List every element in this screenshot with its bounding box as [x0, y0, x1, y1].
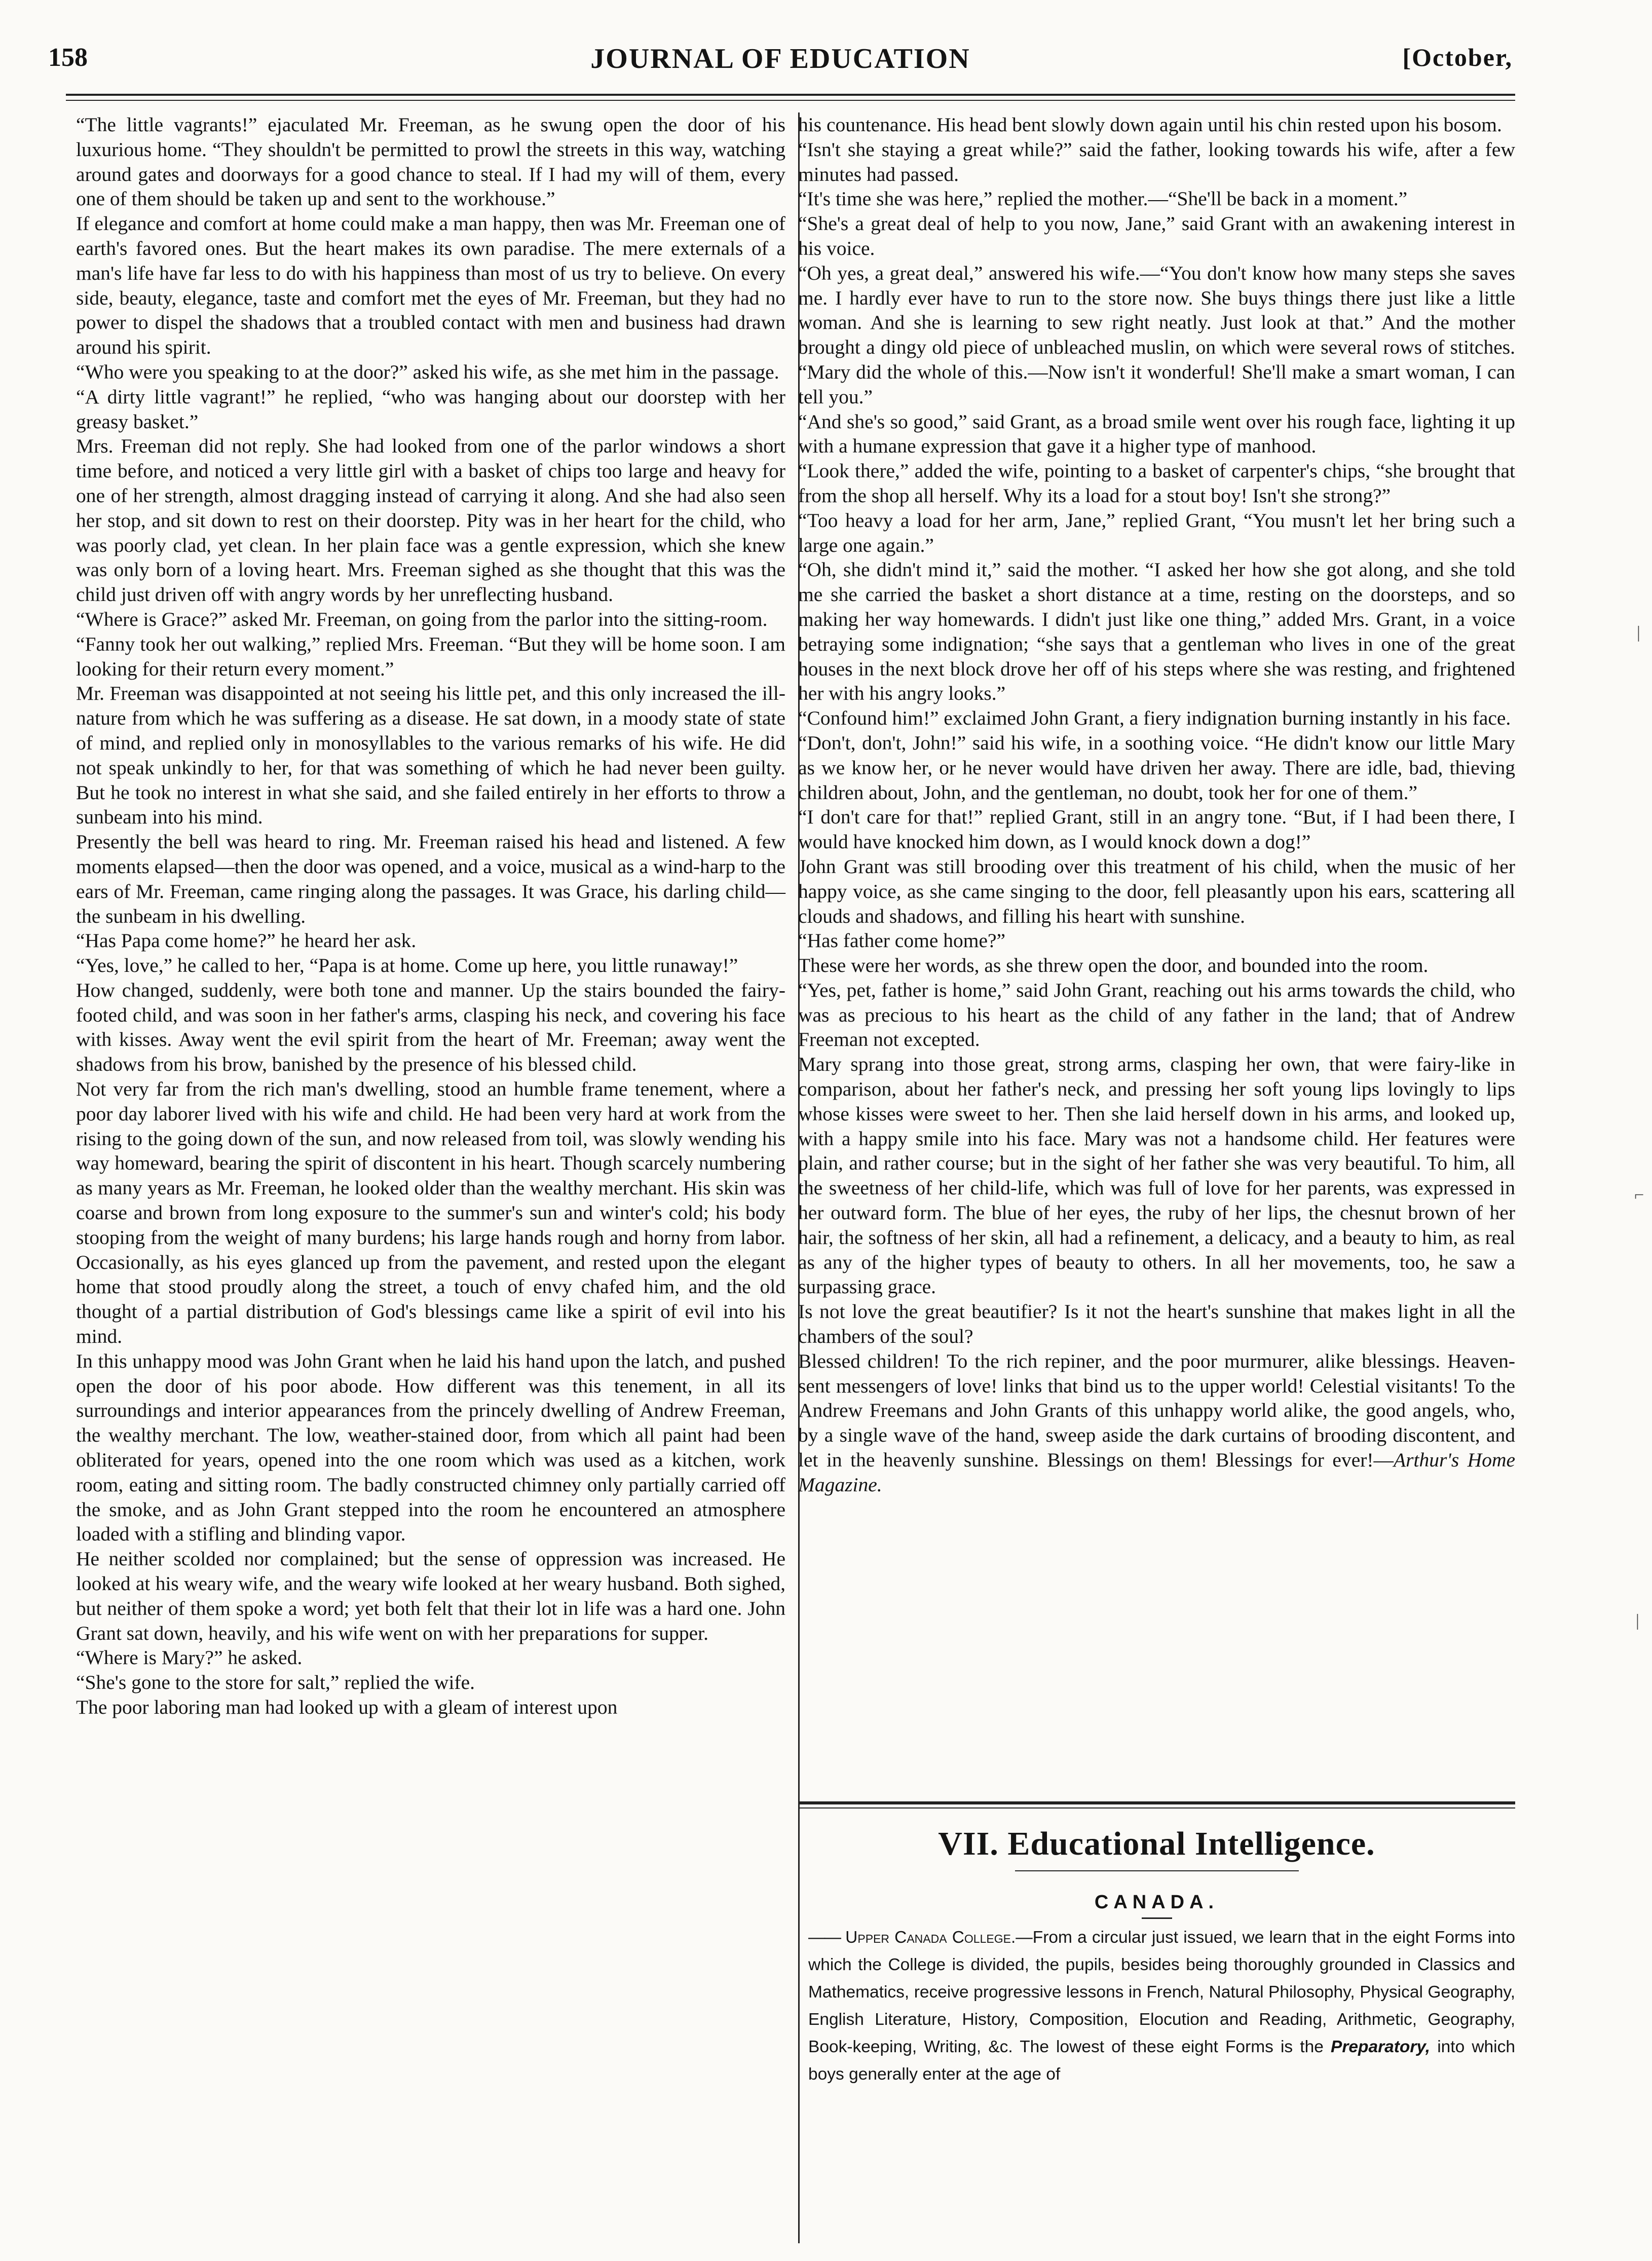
paragraph: “Don't, don't, John!” said his wife, in a soothing voice. “He didn't know our little Mary as we know her, or he never would have driven her away. There are idle, bad, thieving children about, John, and the gentleman, no doubt, took her for one of them.” — [798, 731, 1515, 804]
subsection-rule — [1142, 1917, 1172, 1919]
paragraph: “Fanny took her out walking,” replied Mrs. Freeman. “But they will be home soon. I am looking for their return every moment.” — [76, 632, 785, 680]
story-continuation — [798, 112, 1515, 1497]
paragraph: “Look there,” added the wife, pointing to a basket of carpenter's chips, “she brought that from the shop all herself. Why its a load for a stout boy! Isn't she strong?” — [798, 460, 1515, 507]
paragraph: “I don't care for that!” replied Grant, still in an angry tone. “But, if I had been there, I would have knocked him down, as I would knock down a dog!” — [798, 806, 1515, 853]
paragraph: The poor laboring man had looked up with a gleam of interest upon — [76, 1696, 618, 1718]
paragraph: his countenance. His head bent slowly down again until his chin rested upon his bosom. — [798, 114, 1502, 136]
paragraph: Mary sprang into those great, strong arms, clasping her own, that were fairy-like in comparison, about her father's neck, and pressing her soft young lips lovingly to lips whose kisses were sweet to her. Then she laid herself down in his arms, and looked up, with a happy smile into his face. Mary was not a handsome child. Her features were plain, and rather course; but in the sight of her father she was very beautiful. To him, all the sweetness of her child-life, which was full of love for her parents, was expressed in her outward form. The blue of her eyes, the ruby of her lips, the chesnut brown of her hair, the softness of her skin, all had a refinement, a delicacy, and a beauty to him, as real as any of the higher types of beauty to others. In all her movements, too, he saw a surpassing grace. — [798, 1053, 1515, 1298]
section-heading: VII. Educational Intelligence. — [938, 1825, 1375, 1862]
paragraph: “Yes, love,” he called to her, “Papa is at home. Come up here, you little runaway!” — [76, 954, 738, 977]
paragraph: “Too heavy a load for her arm, Jane,” replied Grant, “You musn't let her bring such a large one again.” — [798, 509, 1515, 556]
paragraph: These were her words, as she threw open the door, and bounded into the room. — [798, 954, 1429, 977]
paragraph: How changed, suddenly, were both tone and manner. Up the stairs bounded the fairy-footed child, and was soon in her father's arms, clasping his neck, and covering his face with kisses. Away went the evil spirit from the heart of Mr. Freeman; away went the shadows from his brow, banished by the presence of his blessed child. — [76, 978, 785, 1076]
right-column — [798, 112, 1515, 1497]
section-rule — [798, 1807, 1515, 1808]
paragraph: “She's a great deal of help to you now, Jane,” said Grant with an awakening interest in his voice. — [798, 212, 1515, 259]
item-title: Upper Canada College. — [845, 1928, 1016, 1947]
paragraph: “Oh, she didn't mind it,” said the mother. “I asked her how she got along, and she told me she carried the basket a short distance at a time, resting on the doorsteps, and so making her way homewards. I didn't just like one thing,” added Mrs. Grant, in a voice betraying some indignation; “she says that a gentleman who lives in one of the great houses in the next block drove her off of his steps where she was resting, and frightened her with his angry looks.” — [798, 558, 1515, 705]
page-number: 158 — [48, 43, 88, 72]
paragraph: “The little vagrants!” ejaculated Mr. Freeman, as he swung open the door of his luxurious home. “They shouldn't be permitted to prowl the streets in this way, watching around gates and doorways for a good chance to steal. If I had my will of them, every one of them should be taken up and sent to the workhouse.” — [76, 114, 785, 210]
paragraph: “Has Papa come home?” he heard her ask. — [76, 929, 417, 952]
header-rule — [66, 94, 1515, 96]
paragraph: In this unhappy mood was John Grant when he laid his hand upon the latch, and pushed open the door of his poor abode. How different was this tenement, in all its surroundings and interior appearances from the princely dwelling of Andrew Freeman, the wealthy merchant. The low, weather-stained door, from which all paint had been obliterated for years, opened into the one room which was used as a kitchen, work room, eating and sitting room. The badly constructed chimney only partially carried off the smoke, and as John Grant stepped into the room he encountered an atmosphere loaded with a stifling and blinding vapor. — [76, 1349, 785, 1546]
page-header — [48, 43, 1513, 88]
header-rule — [66, 100, 1515, 101]
paragraph: Presently the bell was heard to ring. Mr. Freeman raised his head and listened. A few moments elapsed—then the door was opened, and a voice, musical as a wind-harp to the ears of Mr. Freeman, came ringing along the passages. It was Grace, his darling child—the sunbeam in his dwelling. — [76, 831, 785, 927]
paragraph: Mr. Freeman was disappointed at not seeing his little pet, and this only increased the ill-nature from which he was suffering as a disease. He sat down, in a moody state of state of mind, and replied only in monosyllables to the various remarks of his wife. He did not speak unkindly to her, for that was something of which he had never been guilty. But he took no interest in what she said, and she failed entirely in her efforts to throw a sunbeam into his mind. — [76, 682, 785, 828]
journal-title: JOURNAL OF EDUCATION — [590, 43, 970, 74]
paragraph: “A dirty little vagrant!” he replied, “who was hanging about our doorstep with her greasy basket.” — [76, 385, 785, 433]
paragraph: He neither scolded nor complained; but the sense of oppression was increased. He looked at his weary wife, and the weary wife looked at her weary husband. Both sighed, but neither of them spoke a word; yet both felt that their lot in life was a hard one. John Grant sat down, heavily, and his wife went on with her preparations for supper. — [76, 1548, 785, 1644]
paragraph: “Oh yes, a great deal,” answered his wife.—“You don't know how many steps she saves me. I hardly ever have to run to the store now. She buys things there just like a little woman. And she is learning to sew right neatly. Just look at that.” And the mother brought a dingy old piece of unbleached muslin, on which were several rows of stitches. “Mary did the whole of this.—Now isn't it wonderful! She'll make a smart woman, I can tell you.” — [798, 261, 1515, 408]
margin-mark: | — [1636, 1611, 1639, 1630]
margin-mark: | — [1637, 623, 1640, 642]
paragraph: Mrs. Freeman did not reply. She had looked from one of the parlor windows a short time before, and noticed a very little girl with a basket of chips too large and heavy for one of her strength, almost dragging instead of carrying it along. And she had also seen her stop, and sit down to rest on their doorstep. Pity was in her heart for the child, who was poorly clad, yet clean. In her plain face was a gentle expression, which she knew was only born of a loving heart. Mrs. Freeman sighed as she thought that this was the child just driven off with angry words by her unreflecting husband. — [76, 435, 785, 606]
paragraph: John Grant was still brooding over this treatment of his child, when the music of her happy voice, as she came singing to the door, fell pleasantly upon his ears, scattering all clouds and shadows, and filling his heart with sunshine. — [798, 855, 1515, 927]
item-body: —From a circular just issued, we learn that in the eight Forms into which the College is divided, the pupils, besides being thoroughly grounded in Classics and Mathematics, receive progressive lessons in French, Natural Philosophy, Physical Geography, English Literature, History, Composition, Elocution and Reading, Arithmetic, Geography, Book-keeping, Writing, &c. The lowest of these eight Forms is the — [808, 1928, 1515, 2056]
paragraph: If elegance and comfort at home could make a man happy, then was Mr. Freeman one of earth's favored ones. But the heart makes its own paradise. The mere externals of a man's life have far less to do with his happiness than most of us try to believe. On every side, beauty, elegance, taste and comfort met the eyes of Mr. Freeman, but they had no power to dispel the shadows that a troubled contact with men and business had drawn around his spirit. — [76, 212, 785, 359]
issue-month: [October, — [1402, 43, 1513, 71]
paragraph: Blessed children! To the rich repiner, and the poor murmurer, alike blessings. Heaven-sent messengers of love! links that bind us to the upper world! Celestial visitants! To the Andrew Freemans and John Grants of this unhappy world alike, the good angels, who, by a single wave of the hand, sweep aside the dark curtains of brooding discontent, and let in the heavenly sunshine. Blessings on them! Blessings for ever!—Arthur's Home Magazine. — [798, 1349, 1515, 1496]
paragraph: “Confound him!” exclaimed John Grant, a fiery indignation burning instantly in his face. — [798, 707, 1511, 730]
subsection-heading: CANADA. — [1094, 1892, 1219, 1913]
paragraph: “Isn't she staying a great while?” said the father, looking towards his wife, after a few minutes had passed. — [798, 138, 1515, 185]
paragraph: “Who were you speaking to at the door?” asked his wife, as she met him in the passage. — [76, 360, 779, 383]
paragraph: Not very far from the rich man's dwelling, stood an humble frame tenement, where a poor day laborer lived with his wife and child. He had been very hard at work from the rising to the going down of the sun, and now released from toil, was slowly wending his way homeward, bearing the spirit of discontent in his heart. Though scarcely numbering as many years as Mr. Freeman, he looked older than the wealthy merchant. His skin was coarse and brown from long exposure to the summer's sun and winter's cold; his body stooping from the weight of many burdens; his large hands rough and horny from labor. Occasionally, as his eyes glanced up from the pavement, and rested upon the elegant home that stood proudly along the street, a touch of envy chafed him, and the old thought of a partial distribution of God's blessings came like a spirit of evil into his mind. — [76, 1078, 785, 1348]
paragraph: “She's gone to the store for salt,” replied the wife. — [76, 1671, 475, 1694]
section-rule — [1015, 1870, 1299, 1871]
paragraph: “It's time she was here,” replied the mother.—“She'll be back in a moment.” — [798, 187, 1408, 210]
item-tail: into which boys generally enter at the age of — [808, 2038, 1515, 2084]
news-item — [808, 1924, 1515, 2088]
section-rule — [798, 1801, 1515, 1804]
paragraph: “Where is Grace?” asked Mr. Freeman, on going from the parlor into the sitting-room. — [76, 608, 768, 630]
margin-mark: ⌐ — [1634, 1186, 1644, 1204]
left-column — [76, 112, 785, 1720]
educational-intelligence-section — [798, 1801, 1515, 2088]
paragraph: Is not love the great beautifier? Is it not the heart's sunshine that makes light in all the chambers of the soul? — [798, 1300, 1515, 1348]
paragraph: “Yes, pet, father is home,” said John Grant, reaching out his arms towards the child, who was as precious to his heart as the child of any father in the land; that of Andrew Freeman not excepted. — [798, 978, 1515, 1051]
attribution: Arthur's Home Magazine. — [798, 1449, 1515, 1496]
paragraph: “Where is Mary?” he asked. — [76, 1646, 303, 1669]
paragraph: “And she's so good,” said Grant, as a broad smile went over his rough face, lighting it up with a humane expression that gave it a higher type of manhood. — [798, 410, 1515, 458]
item-emphasis: Preparatory, — [1330, 2038, 1431, 2056]
paragraph: “Has father come home?” — [798, 929, 1006, 952]
item-dash: —— — [808, 1928, 840, 1947]
